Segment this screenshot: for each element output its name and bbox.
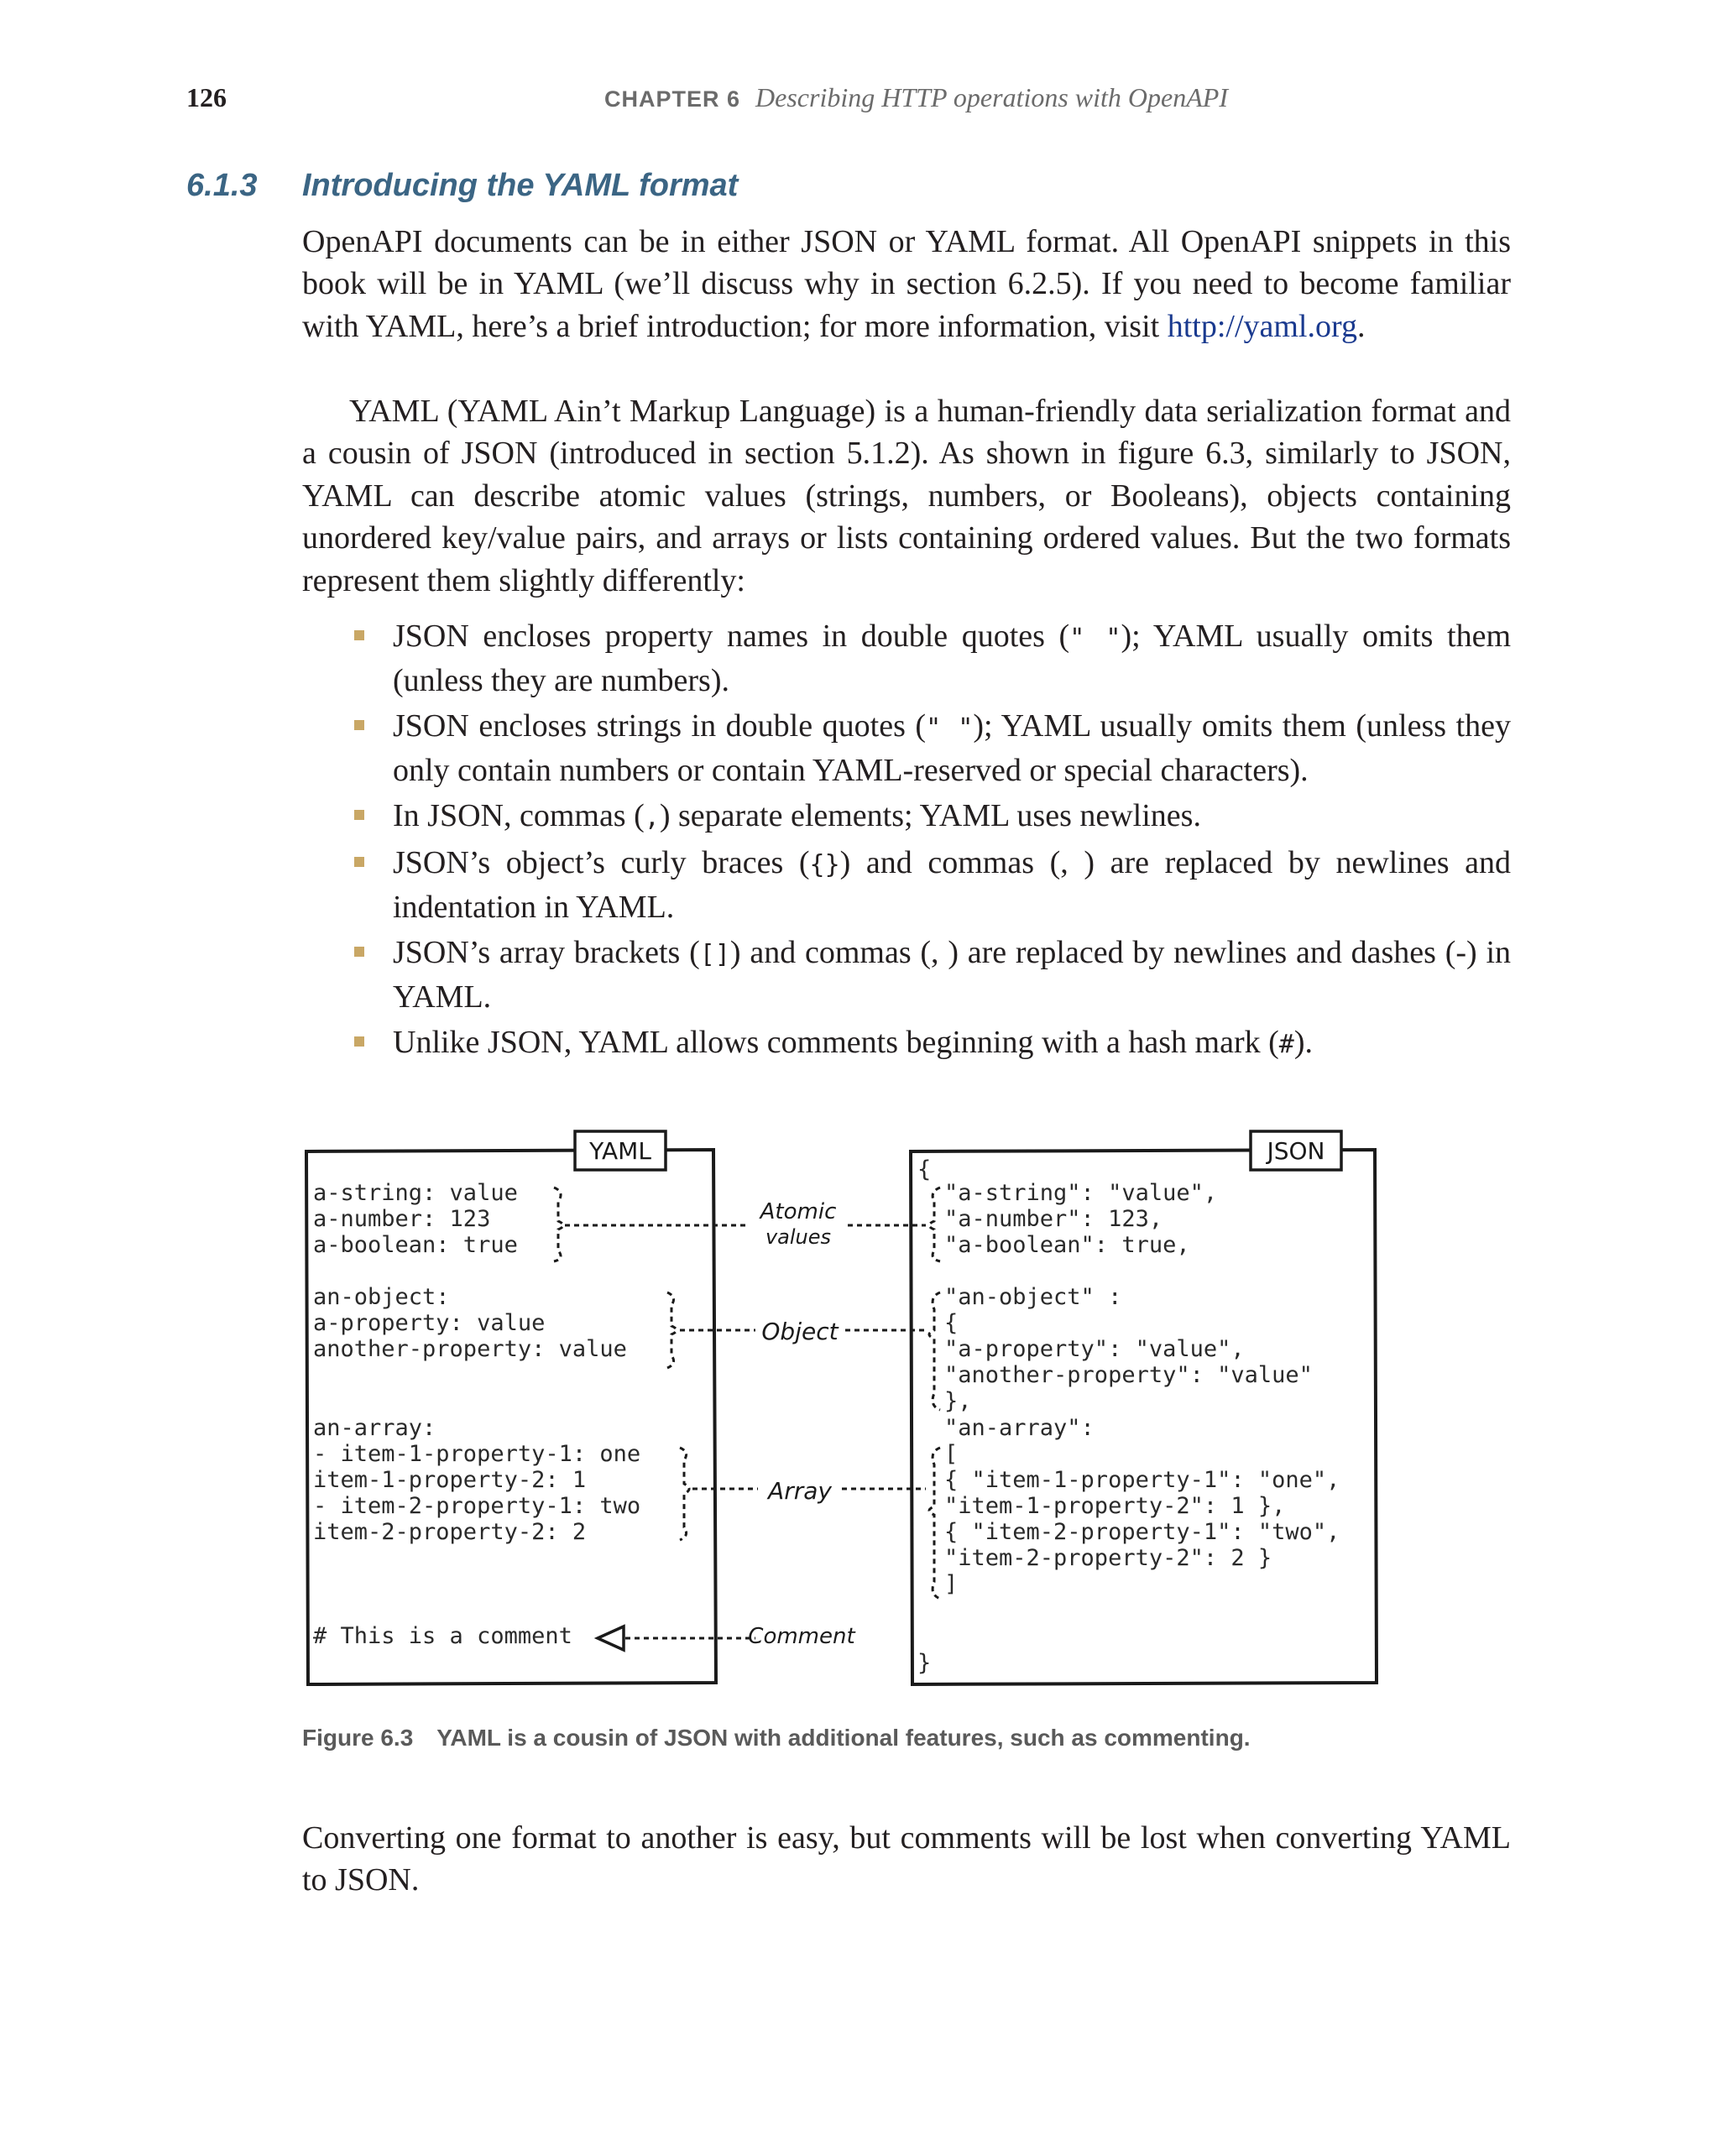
bullet-text: Unlike JSON, YAML allows comments beginning with a hash mark ( bbox=[393, 1024, 1279, 1060]
json-line: "item-2-property-2": 2 } bbox=[944, 1545, 1272, 1571]
figure-yaml-vs-json bbox=[298, 1125, 1389, 1695]
object-label: Object bbox=[761, 1318, 839, 1345]
yaml-line: a-number: 123 bbox=[313, 1206, 491, 1232]
list-item bbox=[302, 1021, 1511, 1066]
figure-caption-text: YAML is a cousin of JSON with additional features, such as commenting. bbox=[436, 1725, 1251, 1751]
bullet-square-icon bbox=[354, 857, 364, 867]
list-item bbox=[302, 842, 1511, 929]
json-line: [ bbox=[944, 1441, 959, 1467]
json-line: { bbox=[944, 1310, 959, 1336]
list-item bbox=[302, 705, 1511, 792]
json-line: "an-object" : bbox=[944, 1284, 1122, 1310]
differences-list bbox=[302, 615, 1511, 1068]
bullet-text: ) separate elements; YAML uses newlines. bbox=[659, 797, 1201, 833]
chapter-label: CHAPTER 6 bbox=[604, 86, 741, 112]
chapter-title: Describing HTTP operations with OpenAPI bbox=[755, 82, 1228, 112]
page-number: 126 bbox=[186, 82, 227, 112]
bullet-code: [] bbox=[699, 939, 730, 969]
json-object-brace bbox=[929, 1292, 940, 1410]
paragraph-yaml-description: YAML (YAML Ain’t Markup Language) is a human-friendly data serialization format and a cousin of JSON (introduced in section 5.1.2). As shown in figure 6.3, similarly to JSON, YAML can describe atomic values (strings, numbers, or Booleans), objects containing unordered key/value pairs, and arrays or lists containing ordered values. But the two formats represent them slightly differently: bbox=[302, 394, 1511, 598]
figure-caption-label: Figure 6.3 bbox=[302, 1725, 414, 1751]
bullet-code: # bbox=[1278, 1029, 1294, 1059]
yaml-line: a-property: value bbox=[313, 1310, 546, 1336]
bullet-text: ) and commas (, ) are replaced by newlines and dashes (-) in YAML. bbox=[393, 934, 1511, 1015]
json-array-brace bbox=[929, 1448, 940, 1599]
yaml-line: item-1-property-2: 1 bbox=[313, 1467, 587, 1493]
paragraph-conversion: Converting one format to another is easy, but comments will be lost when converting YAML to JSON. bbox=[302, 1820, 1511, 1898]
array-label: Array bbox=[768, 1477, 832, 1505]
json-line: { bbox=[917, 1156, 932, 1182]
yaml-line: a-boolean: true bbox=[313, 1232, 518, 1258]
yaml-object-brace bbox=[667, 1292, 677, 1368]
bullet-text: JSON’s object’s curly braces ( bbox=[393, 845, 810, 881]
list-item bbox=[302, 615, 1511, 702]
bullet-text: JSON’s array brackets ( bbox=[393, 934, 700, 970]
json-line: }, bbox=[944, 1388, 972, 1414]
bullet-text: ); YAML usually omits them (unless they are numbers). bbox=[393, 619, 1512, 699]
yaml-org-link[interactable]: http://yaml.org bbox=[1167, 308, 1357, 344]
json-line: { "item-1-property-1": "one", bbox=[944, 1467, 1340, 1493]
json-atomic-brace bbox=[929, 1188, 940, 1261]
yaml-line: an-array: bbox=[313, 1415, 436, 1441]
json-line: { "item-2-property-1": "two", bbox=[944, 1519, 1340, 1545]
bullet-text: ) and commas (, ) are replaced by newlines and indentation in YAML. bbox=[393, 845, 1511, 926]
paragraph-intro bbox=[302, 221, 1511, 347]
json-line: } bbox=[917, 1650, 932, 1676]
json-line: ] bbox=[944, 1571, 959, 1597]
json-line: "a-property": "value", bbox=[944, 1336, 1245, 1362]
bullet-code: " " bbox=[1069, 624, 1121, 653]
json-line: "item-1-property-2": 1 }, bbox=[944, 1493, 1286, 1519]
bullet-square-icon bbox=[354, 947, 364, 957]
yaml-array-brace bbox=[680, 1448, 689, 1540]
paragraph-intro-end: . bbox=[1356, 308, 1366, 344]
json-line: "a-string": "value", bbox=[944, 1180, 1218, 1206]
section-number: 6.1.3 bbox=[186, 168, 258, 203]
comment-label: Comment bbox=[748, 1624, 855, 1649]
figure-caption bbox=[302, 1725, 1251, 1751]
atomic-label-line2: values bbox=[765, 1225, 832, 1249]
json-line: "a-number": 123, bbox=[944, 1206, 1163, 1232]
bullet-code: " " bbox=[926, 713, 974, 743]
bullet-text: In JSON, commas ( bbox=[393, 797, 645, 833]
yaml-tab-label: YAML bbox=[589, 1137, 651, 1165]
bullet-text: JSON encloses strings in double quotes ( bbox=[393, 707, 927, 744]
paragraph-intro-text: OpenAPI documents can be in either JSON or YAML format. All OpenAPI snippets in this book will be in YAML (we’ll discuss why in section 6.2.5). If you need to become familiar with YAML, here’s a brief introduction; for more information, visit bbox=[302, 224, 1511, 344]
bullet-square-icon bbox=[354, 720, 364, 730]
bullet-text: ). bbox=[1293, 1024, 1313, 1060]
json-line: "an-array": bbox=[944, 1415, 1095, 1441]
json-tab-label: JSON bbox=[1267, 1137, 1325, 1165]
bullet-text: ); YAML usually omits them (unless they only contain numbers or contain YAML-reserved or special characters). bbox=[393, 707, 1512, 789]
bullet-square-icon bbox=[354, 810, 364, 820]
running-head bbox=[604, 82, 1228, 113]
yaml-line: - item-1-property-1: one bbox=[313, 1441, 641, 1467]
list-item bbox=[302, 932, 1511, 1019]
yaml-atomic-brace bbox=[554, 1188, 563, 1261]
yaml-line: another-property: value bbox=[313, 1336, 627, 1362]
yaml-comment-line: # This is a comment bbox=[313, 1623, 572, 1649]
bullet-square-icon bbox=[354, 630, 364, 640]
bullet-text: JSON encloses property names in double quotes ( bbox=[393, 619, 1070, 654]
yaml-line: a-string: value bbox=[313, 1180, 518, 1206]
yaml-line: an-object: bbox=[313, 1284, 450, 1310]
json-line: "a-boolean": true, bbox=[944, 1232, 1190, 1258]
comment-arrow-icon bbox=[598, 1626, 624, 1650]
yaml-line: item-2-property-2: 2 bbox=[313, 1519, 587, 1545]
figure-diagram bbox=[298, 1125, 1389, 1695]
bullet-code: , bbox=[644, 802, 660, 833]
bullet-code: {} bbox=[809, 850, 840, 880]
bullet-square-icon bbox=[354, 1036, 364, 1047]
yaml-line: - item-2-property-1: two bbox=[313, 1493, 641, 1519]
atomic-label-line1: Atomic bbox=[760, 1199, 837, 1224]
section-title: Introducing the YAML format bbox=[302, 168, 739, 203]
json-line: "another-property": "value" bbox=[944, 1362, 1313, 1388]
list-item bbox=[302, 795, 1511, 839]
